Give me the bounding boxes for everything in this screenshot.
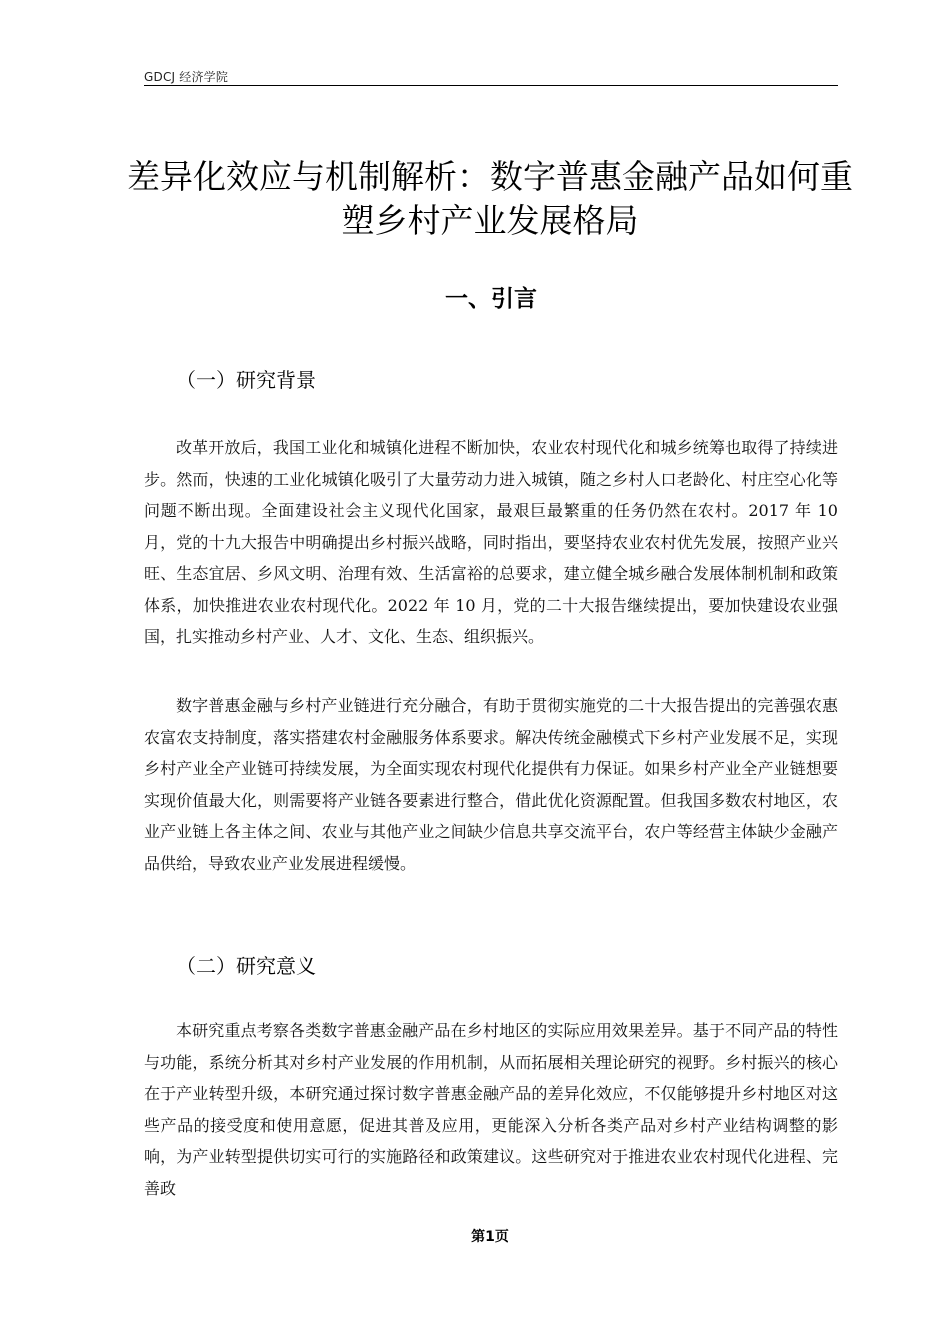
paragraph-significance-1: 本研究重点考察各类数字普惠金融产品在乡村地区的实际应用效果差异。基于不同产品的特性与功能，系统分析其对乡村产业发展的作用机制，从而拓展相关理论研究的视野。乡村振兴的核心在于产业转型升级，本研究通过探讨数字普惠金融产品的差异化效应，不仅能够提升乡村地区对这些产品的接受度和使用意愿，促进其普及应用，更能深入分析各类产品对乡村产业结构调整的影响，为产业转型提供切实可行的实施路径和政策建议。这些研究对于推进农业农村现代化进程、完善政: [144, 1021, 838, 1198]
paragraph-background-1: 改革开放后，我国工业化和城镇化进程不断加快，农业农村现代化和城乡统筹也取得了持续进步。然而，快速的工业化城镇化吸引了大量劳动力进入城镇，随之乡村人口老龄化、村庄空心化等问题不断出现。全面建设社会主义现代化国家，最艰巨最繁重的任务仍然在农村。2017 年 10 月，党的十九大报告中明确提出乡村振兴战略，同时指出，要坚持农业农村优先发展，按照产业兴旺、生态宜居、乡风文明、治理有效、生活富裕的总要求，建立健全城乡融合发展体制机制和政策体系，加快推进农业农村现代化。2022 年 10 月，党的二十大报告继续提出，要加快建设农业强国，扎实推动乡村产业、人才、文化、生态、组织振兴。: [144, 438, 838, 646]
subsection-heading-significance: （二）研究意义: [176, 954, 316, 978]
page-number: 第1页: [471, 1229, 509, 1245]
paragraph-background-2: 数字普惠金融与乡村产业链进行充分融合，有助于贯彻实施党的二十大报告提出的完善强农惠农富农支持制度，落实搭建农村金融服务体系要求。解决传统金融模式下乡村产业发展不足，实现乡村产业全产业链可持续发展，为全面实现农村现代化提供有力保证。如果乡村产业全产业链想要实现价值最大化，则需要将产业链各要素进行整合，借此优化资源配置。但我国多数农村地区，农业产业链上各主体之间、农业与其他产业之间缺少信息共享交流平台，农户等经营主体缺少金融产品供给，导致农业产业发展进程缓慢。: [144, 696, 838, 873]
paper-title: 差异化效应与机制解析：数字普惠金融产品如何重塑乡村产业发展格局: [127, 157, 853, 240]
section-heading-introduction: 一、引言: [445, 286, 537, 312]
header-rule: [144, 85, 838, 86]
running-header: GDCJ 经济学院: [144, 70, 229, 84]
subsection-heading-background: （一）研究背景: [176, 368, 316, 392]
